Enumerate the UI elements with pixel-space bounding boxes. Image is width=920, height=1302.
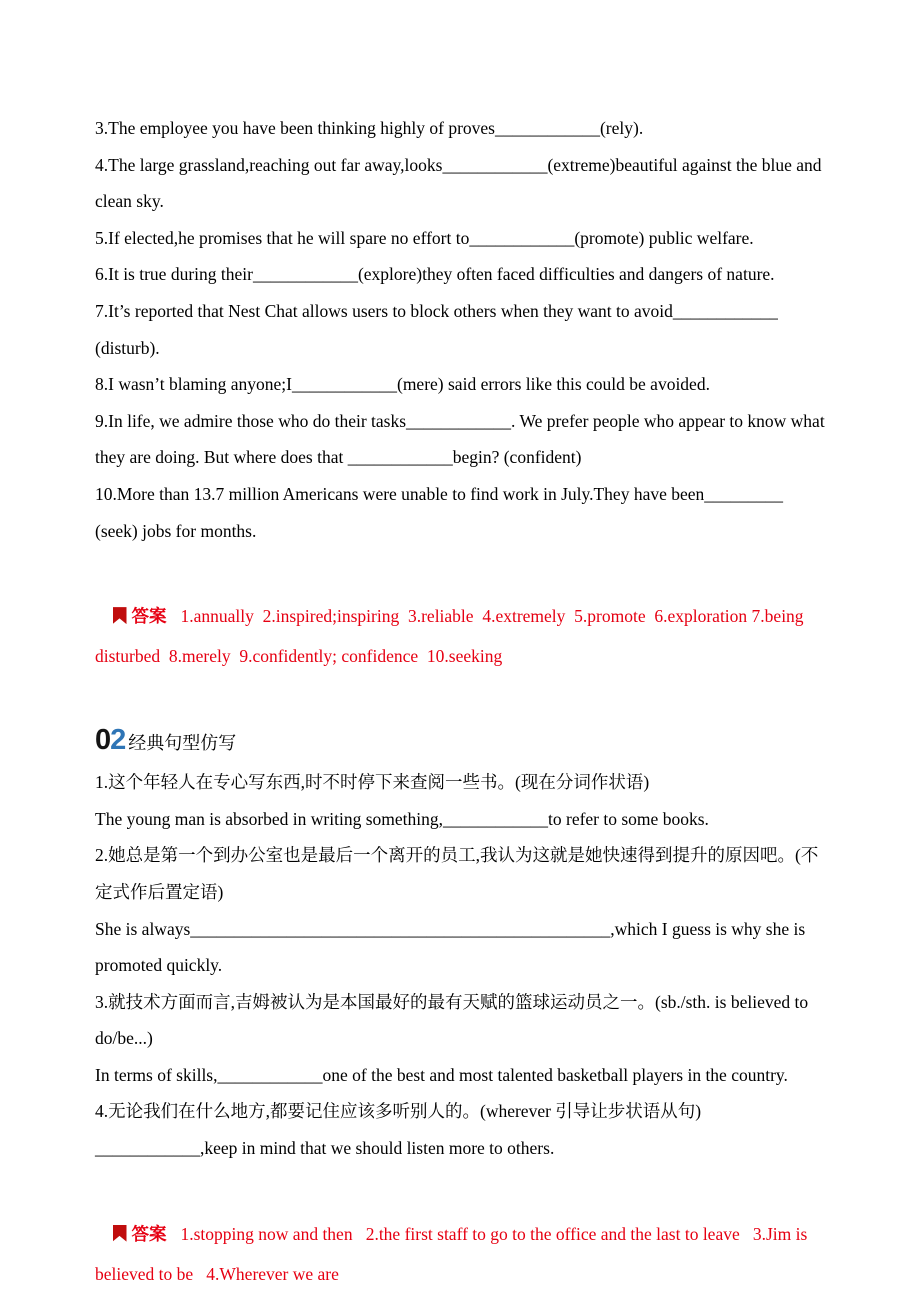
exercise1-item-5: 5.If elected,he promises that he will spare no effort to____________(promote) public welfare. bbox=[95, 227, 754, 248]
section-title: 经典句型仿写 bbox=[128, 733, 237, 754]
answer-text-2: 1.stopping now and then 2.the first staff to go to the office and the last to leave 3.Jim is believed to be 4.Wherever we are bbox=[95, 1223, 812, 1284]
exercise2-item-4-cn: 4.无论我们在什么地方,都要记住应该多听别人的。(wherever 引导让步状语从句) bbox=[95, 1101, 702, 1122]
exercise1-item-3: 3.The employee you have been thinking highly of proves____________(rely). bbox=[95, 118, 644, 138]
exercise2-item-3-en: In terms of skills,____________one of the best and most talented basketball players in the country. bbox=[95, 1064, 788, 1085]
exercise2-item-4-en: ____________,keep in mind that we should listen more to others. bbox=[95, 1138, 555, 1159]
exercise2-item-2-en: She is always________________________________________________,which I guess is why she is promoted quickly. bbox=[95, 918, 810, 976]
section-number-black: 0 bbox=[95, 724, 111, 757]
answer-text-1: 1.annually 2.inspired;inspiring 3.reliable 4.extremely 5.promote 6.exploration 7.being disturbed 8.merely 9.confidently; confidence 10.seeking bbox=[95, 606, 808, 667]
exercise1-item-8: 8.I wasn’t blaming anyone;I____________(mere) said errors like this could be avoided. bbox=[95, 374, 710, 395]
exercise1-item-10: 10.More than 13.7 million Americans were unable to find work in July.They have been_________ (seek) jobs for months. bbox=[95, 483, 788, 541]
answer-label: 答案 bbox=[131, 1223, 167, 1244]
exercise1-item-4: 4.The large grassland,reaching out far away,looks____________(extreme)beautiful against the blue and clean sky. bbox=[95, 154, 826, 212]
answer-label: 答案 bbox=[131, 606, 167, 627]
exercise1-item-7: 7.It’s reported that Nest Chat allows users to block others when they want to avoid____________ (disturb). bbox=[95, 300, 783, 358]
answer-bookmark-icon bbox=[113, 1225, 127, 1242]
answer-block-2 bbox=[95, 1174, 825, 1302]
exercise2-item-1-en: The young man is absorbed in writing something,____________to refer to some books. bbox=[95, 808, 709, 829]
answer-block-1 bbox=[95, 556, 825, 716]
exercise2-item-3-cn: 3.就技术方面而言,吉姆被认为是本国最好的最有天赋的篮球运动员之一。(sb./sth. is believed to do/be...) bbox=[95, 991, 813, 1049]
exercise1-item-9: 9.In life, we admire those who do their tasks____________. We prefer people who appear to know what they are doing. But where does that ____________begin? (confident) bbox=[95, 410, 830, 468]
exercise2-item-2-cn: 2.她总是第一个到办公室也是最后一个离开的员工,我认为这就是她快速得到提升的原因吧。(不定式作后置定语) bbox=[95, 845, 819, 902]
answer-bookmark-icon bbox=[113, 607, 127, 624]
section-number-blue: 2 bbox=[110, 724, 127, 757]
section-header-2 bbox=[95, 719, 825, 764]
exercise1-item-6: 6.It is true during their____________(explore)they often faced difficulties and dangers of nature. bbox=[95, 264, 775, 285]
exercise2-item-1-cn: 1.这个年轻人在专心写东西,时不时停下来查阅一些书。(现在分词作状语) bbox=[95, 772, 650, 793]
